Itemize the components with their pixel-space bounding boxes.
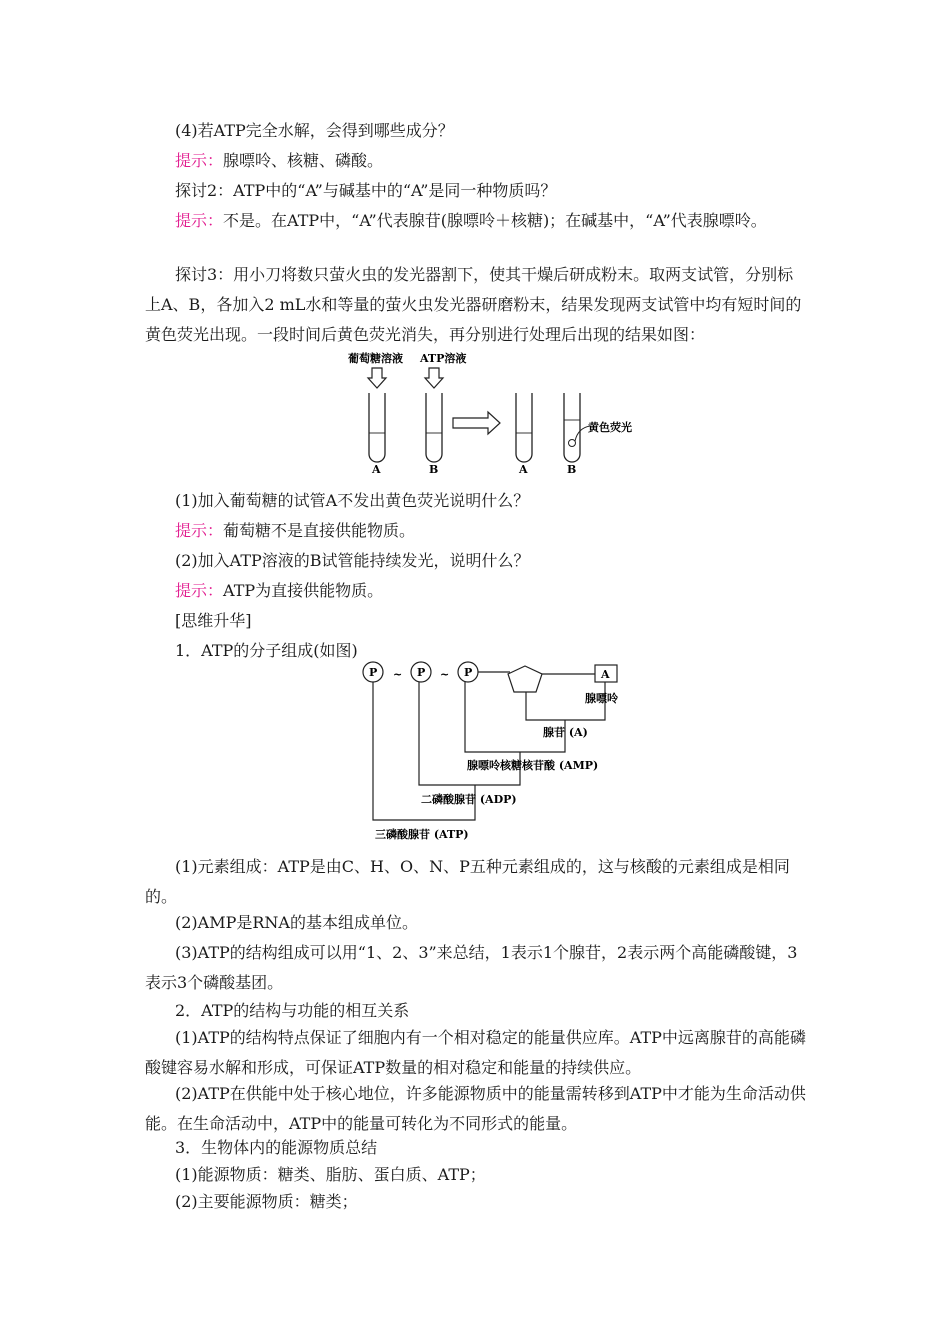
- down-arrow-icon: [368, 368, 386, 388]
- tube-b-label: B: [567, 463, 577, 476]
- test-tube-a-before: [369, 393, 385, 462]
- phosphate-label: P: [417, 666, 426, 679]
- ribose-pentagon: [508, 666, 542, 692]
- base-letter: A: [601, 668, 610, 681]
- section-heading: [思维升华]: [175, 611, 252, 630]
- high-energy-bond-label: ~: [393, 668, 403, 681]
- atp-structure-figure: [355, 660, 645, 846]
- explore-2: 探讨2：ATP中的“A”与碱基中的“A”是同一种物质吗？: [175, 181, 557, 200]
- answer-e1: [145, 516, 807, 546]
- answer-explore-2: [145, 206, 807, 236]
- tube-b-label: B: [429, 463, 439, 476]
- energy-1: (1)能源物质：糖类、脂肪、蛋白质、ATP；: [175, 1165, 486, 1184]
- tube-a-label: A: [519, 463, 528, 476]
- item-3-heading: 3．生物体内的能源物质总结: [175, 1138, 378, 1157]
- hint-label: 提示：: [175, 581, 224, 600]
- high-energy-bond-label: ~: [440, 668, 450, 681]
- atp-label: 三磷酸腺苷 (ATP): [375, 828, 469, 841]
- hint-text: 葡萄糖不是直接供能物质。: [223, 521, 416, 540]
- adenosine-label: 腺苷 (A): [543, 726, 588, 739]
- question-4: (4)若ATP完全水解，会得到哪些成分？: [175, 121, 454, 140]
- test-tube-figure: [340, 348, 650, 478]
- summary-1: (1)元素组成：ATP是由C、H、O、N、P五种元素组成的，这与核酸的元素组成是相同的。: [145, 857, 790, 906]
- test-tube-b-before: [426, 393, 442, 462]
- item-2-heading: 2．ATP的结构与功能的相互关系: [175, 1001, 410, 1020]
- hint-label: 提示：: [175, 521, 224, 540]
- atp-solution-label: ATP溶液: [420, 352, 467, 365]
- hint-label: 提示：: [175, 211, 224, 230]
- hint-text: 不是。在ATP中，“A”代表腺苷(腺嘌呤＋核糖)；在碱基中，“A”代表腺嘌呤。: [223, 211, 767, 230]
- hint-text: ATP为直接供能物质。: [223, 581, 384, 600]
- hint-text: 腺嘌呤、核糖、磷酸。: [223, 151, 384, 170]
- test-tube-a-after: [516, 393, 532, 462]
- amp-label: 腺嘌呤核糖核苷酸 (AMP): [467, 759, 599, 772]
- question-e2: (2)加入ATP溶液的B试管能持续发光，说明什么？: [175, 551, 530, 570]
- right-arrow-icon: [453, 412, 500, 434]
- down-arrow-icon: [425, 368, 443, 388]
- question-e1: (1)加入葡萄糖的试管A不发出黄色荧光说明什么？: [175, 491, 530, 510]
- summary-3: (3)ATP的结构组成可以用“1、2、3”来总结，1表示1个腺苷，2表示两个高能磷酸键，3表示3个磷酸基团。: [145, 943, 798, 992]
- adp-label: 二磷酸腺苷 (ADP): [421, 793, 517, 806]
- yellow-fluorescence-label: 黄色荧光: [588, 421, 632, 434]
- glucose-solution-label: 葡萄糖溶液: [348, 352, 403, 365]
- answer-4: [145, 146, 807, 176]
- adenine-label: 腺嘌呤: [585, 692, 618, 705]
- tube-a-label: A: [372, 463, 381, 476]
- item-1-heading: 1．ATP的分子组成(如图): [175, 641, 358, 660]
- phosphate-label: P: [464, 666, 473, 679]
- function-2: (2)ATP在供能中处于核心地位，许多能源物质中的能量需转移到ATP中才能为生命活动供能。在生命活动中，ATP中的能量可转化为不同形式的能量。: [145, 1084, 806, 1133]
- function-1: (1)ATP的结构特点保证了细胞内有一个相对稳定的能量供应库。ATP中远离腺苷的高能磷酸键容易水解和形成，可保证ATP数量的相对稳定和能量的持续供应。: [145, 1028, 806, 1077]
- energy-2: (2)主要能源物质：糖类；: [175, 1192, 358, 1211]
- answer-e2: [145, 576, 807, 606]
- phosphate-label: P: [369, 666, 378, 679]
- test-tube-b-after: [564, 393, 590, 462]
- hint-label: 提示：: [175, 151, 224, 170]
- explore-3: 探讨3：用小刀将数只萤火虫的发光器割下，使其干燥后研成粉末。取两支试管，分别标上A、B，各加入2 mL水和等量的萤火虫发光器研磨粉末，结果发现两支试管中均有短时间的黄色荧光出现。一段时间后黄色荧光消失，再分别进行处理后出现的结果如图：: [145, 265, 802, 344]
- summary-2: (2)AMP是RNA的基本组成单位。: [175, 913, 418, 932]
